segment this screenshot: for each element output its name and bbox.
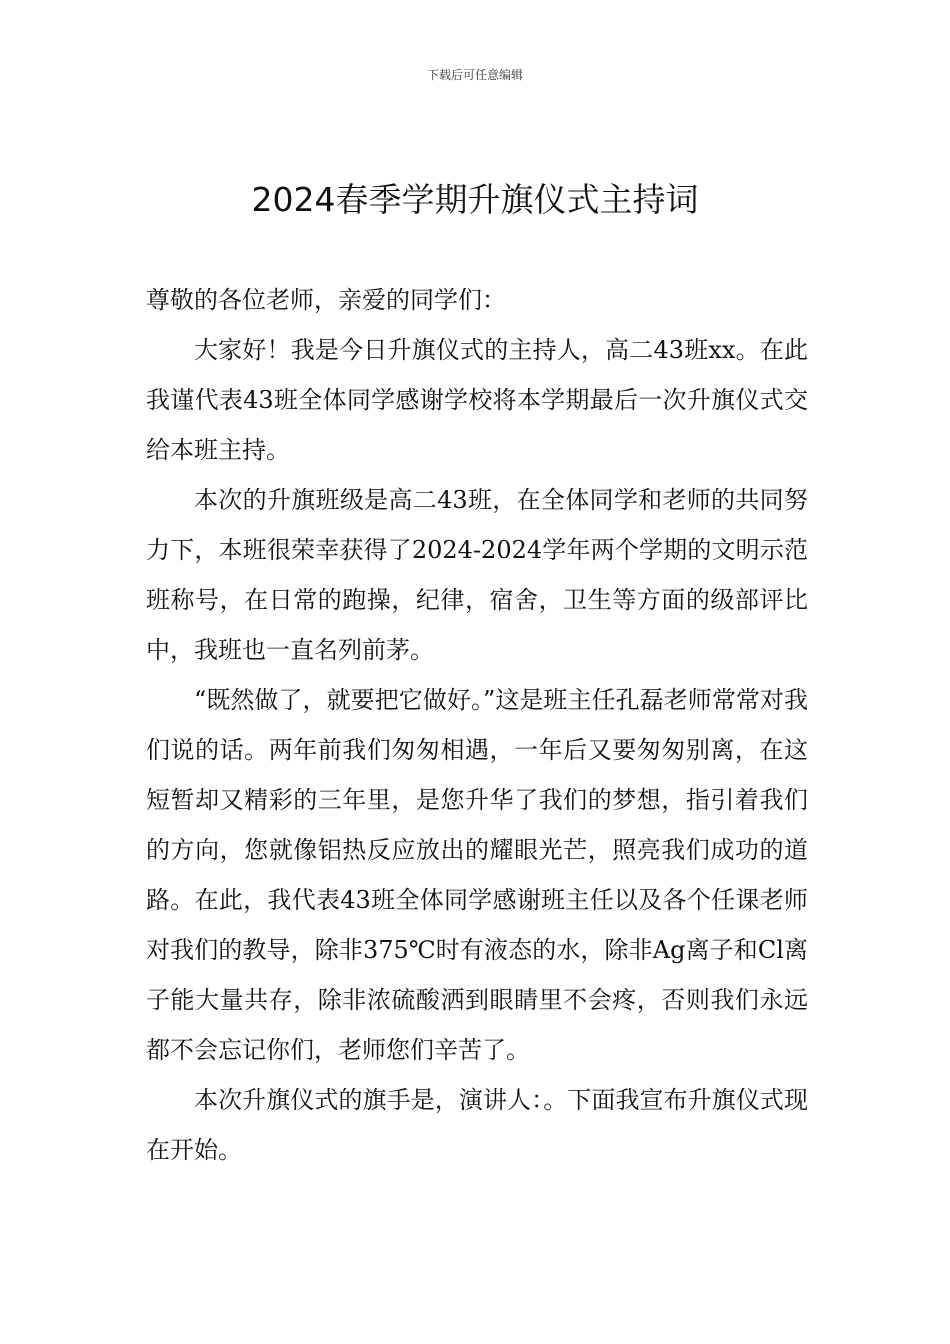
document-body <box>146 275 808 1175</box>
header-note: 下载后可任意编辑 <box>426 68 523 82</box>
paragraph-teacher-thanks: “既然做了，就要把它做好。”这是班主任孔磊老师常常对我们说的话。两年前我们匆匆相遇，一年后又要匆匆别离，在这短暂却又精彩的三年里，是您升华了我们的梦想，指引着我们的方向，您就像铝热反应放出的耀眼光芒，照亮我们成功的道路。在此，我代表43班全体同学感谢班主任以及各个任课老师对我们的教导，除非375℃时有液态的水，除非Ag离子和Cl离子能大量共存，除非浓硫酸洒到眼睛里不会疼，否则我们永远都不会忘记你们，老师您们辛苦了。 <box>146 686 808 1064</box>
salutation: 尊敬的各位老师，亲爱的同学们： <box>146 286 506 314</box>
page-title: 2024春季学期升旗仪式主持词 <box>251 180 699 219</box>
paragraph-ceremony-start: 本次升旗仪式的旗手是，演讲人：。下面我宣布升旗仪式现在开始。 <box>146 1086 808 1164</box>
paragraph-class-intro: 本次的升旗班级是高二43班，在全体同学和老师的共同努力下，本班很荣幸获得了2024-2024学年两个学期的文明示范班称号，在日常的跑操，纪律，宿舍，卫生等方面的级部评比中，我班也一直名列前茅。 <box>146 486 808 664</box>
paragraph-greeting: 大家好！我是今日升旗仪式的主持人，高二43班xx。在此我谨代表43班全体同学感谢学校将本学期最后一次升旗仪式交给本班主持。 <box>146 336 808 464</box>
